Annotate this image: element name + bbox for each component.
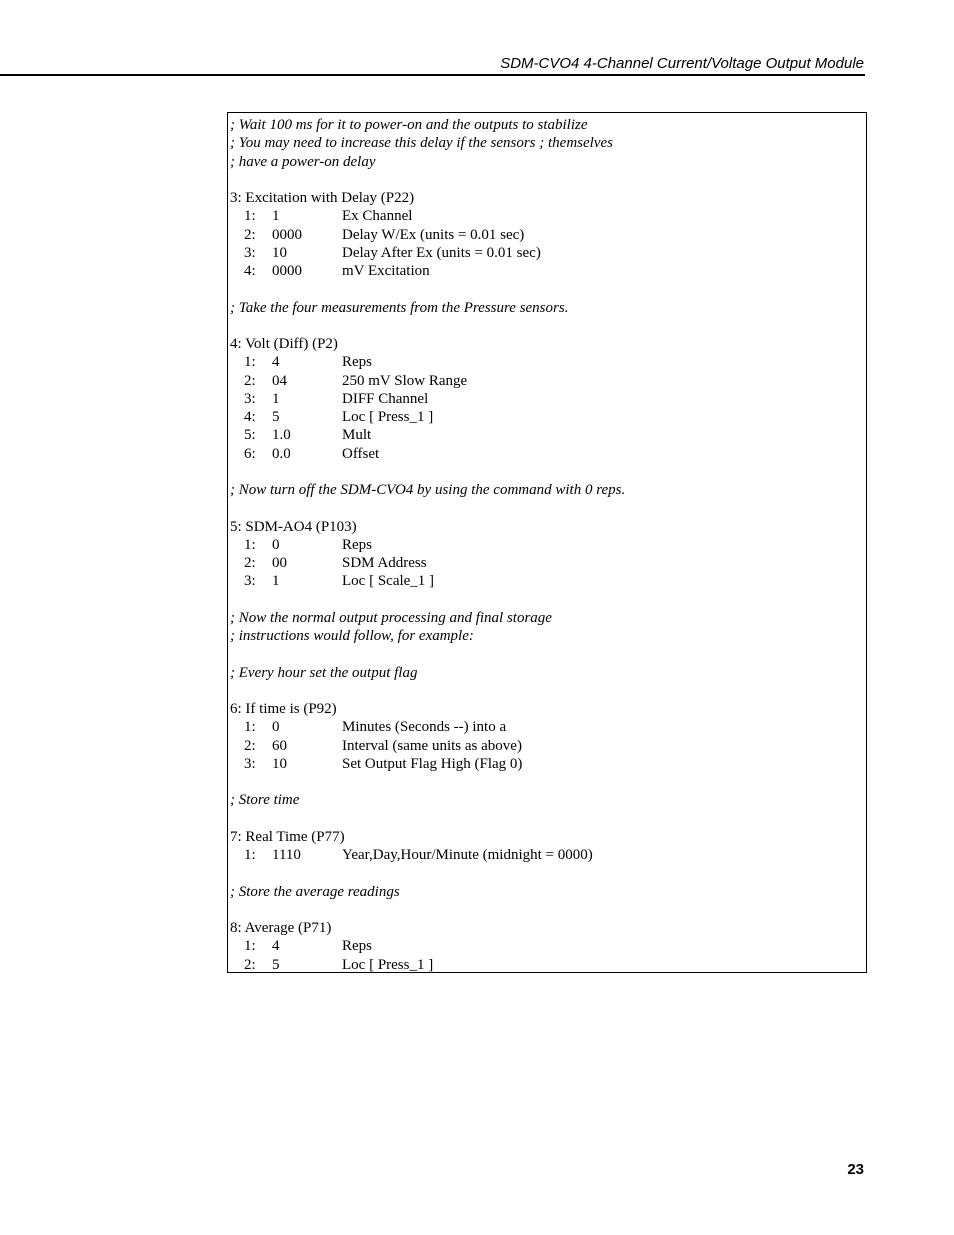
comment-line: ; Take the four measurements from the Pressure sensors. xyxy=(230,299,569,316)
blank-line xyxy=(230,463,866,481)
parameter-description: Reps xyxy=(342,536,372,553)
parameter-description: SDM Address xyxy=(342,555,427,571)
blank-line xyxy=(230,901,866,919)
blank-line xyxy=(230,773,866,791)
comment-line: ; have a power-on delay xyxy=(230,153,376,170)
parameter-line xyxy=(230,372,866,390)
parameter-description: Ex Channel xyxy=(342,208,413,225)
parameter-number: 2: xyxy=(244,737,256,754)
parameter-number: 2: xyxy=(244,226,256,243)
parameter-line xyxy=(230,445,866,463)
parameter-number: 3: xyxy=(244,755,256,772)
parameter-line xyxy=(230,353,866,371)
program-listing-box xyxy=(227,112,867,973)
parameter-value: 5 xyxy=(272,409,280,425)
parameter-number: 1: xyxy=(244,938,256,955)
parameter-description: Reps xyxy=(342,938,372,955)
parameter-value: 1110 xyxy=(272,847,301,863)
parameter-description: mV Excitation xyxy=(342,263,430,279)
blank-line xyxy=(230,317,866,335)
comment-line: ; You may need to increase this delay if the sensors ; themselves xyxy=(230,135,613,152)
parameter-number: 3: xyxy=(244,244,256,261)
comment-line: ; Store the average readings xyxy=(230,883,400,900)
parameter-number: 1: xyxy=(244,719,256,736)
blank-line xyxy=(230,864,866,882)
parameter-number: 3: xyxy=(244,390,256,407)
parameter-description: Minutes (Seconds --) into a xyxy=(342,719,507,736)
parameter-description: Loc [ Press_1 ] xyxy=(342,956,434,973)
parameter-value: 0 xyxy=(272,719,280,736)
instruction-line: 6: If time is (P92) xyxy=(230,701,337,717)
parameter-value: 1 xyxy=(272,390,280,407)
parameter-value: 10 xyxy=(272,244,287,261)
parameter-number: 1: xyxy=(244,847,256,863)
comment-line: ; Now the normal output processing and final storage xyxy=(230,609,552,626)
parameter-number: 1: xyxy=(244,536,256,553)
instruction-line: 8: Average (P71) xyxy=(230,920,332,936)
blank-line xyxy=(230,591,866,609)
parameter-description: 250 mV Slow Range xyxy=(342,372,468,389)
blank-line xyxy=(230,810,866,828)
parameter-description: Loc [ Scale_1 ] xyxy=(342,573,435,590)
comment-line: ; Store time xyxy=(230,792,300,809)
parameter-line xyxy=(230,390,866,408)
blank-line xyxy=(230,280,866,298)
parameter-line xyxy=(230,207,866,225)
parameter-description: Interval (same units as above) xyxy=(342,737,522,754)
parameter-line xyxy=(230,536,866,554)
parameter-description: Mult xyxy=(342,427,372,444)
parameter-value: 5 xyxy=(272,956,280,973)
parameter-description: Delay W/Ex (units = 0.01 sec) xyxy=(342,226,525,243)
blank-line xyxy=(230,682,866,700)
parameter-value: 04 xyxy=(272,372,287,389)
parameter-number: 5: xyxy=(244,427,256,444)
parameter-value: 1 xyxy=(272,208,280,225)
parameter-value: 0 xyxy=(272,536,280,553)
instruction-line: 3: Excitation with Delay (P22) xyxy=(230,190,415,206)
comment-line: ; Now turn off the SDM-CVO4 by using the command with 0 reps. xyxy=(230,482,626,498)
instruction-line: 7: Real Time (P77) xyxy=(230,828,345,845)
parameter-line xyxy=(230,262,866,280)
parameter-number: 6: xyxy=(244,445,256,462)
parameter-value: 00 xyxy=(272,555,287,571)
parameter-number: 1: xyxy=(244,208,256,225)
parameter-line xyxy=(230,408,866,426)
parameter-line xyxy=(230,718,866,736)
parameter-description: Year,Day,Hour/Minute (midnight = 0000) xyxy=(342,847,593,863)
parameter-line xyxy=(230,937,866,955)
header-rule xyxy=(0,74,865,76)
parameter-value: 1 xyxy=(272,573,280,590)
parameter-description: Loc [ Press_1 ] xyxy=(342,409,434,425)
instruction-line: 4: Volt (Diff) (P2) xyxy=(230,336,338,352)
parameter-description: Reps xyxy=(342,354,372,371)
parameter-number: 4: xyxy=(244,263,256,279)
parameter-number: 1: xyxy=(244,354,256,371)
parameter-line xyxy=(230,846,866,864)
blank-line xyxy=(230,499,866,517)
blank-line xyxy=(230,171,866,189)
parameter-line xyxy=(230,956,866,974)
comment-line: ; Every hour set the output flag xyxy=(230,664,418,681)
parameter-line xyxy=(230,554,866,572)
parameter-description: DIFF Channel xyxy=(342,390,429,407)
parameter-line xyxy=(230,426,866,444)
parameter-value: 10 xyxy=(272,755,287,772)
parameter-value: 1.0 xyxy=(272,427,291,444)
parameter-number: 2: xyxy=(244,372,256,389)
comment-line: ; Wait 100 ms for it to power-on and the outputs to stabilize xyxy=(230,117,588,133)
parameter-value: 60 xyxy=(272,737,287,754)
page-number: 23 xyxy=(847,1161,864,1178)
running-header-title: SDM-CVO4 4-Channel Current/Voltage Output Module xyxy=(500,55,864,72)
parameter-value: 4 xyxy=(272,938,280,955)
parameter-line xyxy=(230,737,866,755)
instruction-line: 5: SDM-AO4 (P103) xyxy=(230,518,357,535)
parameter-description: Set Output Flag High (Flag 0) xyxy=(342,755,523,772)
parameter-description: Offset xyxy=(342,445,380,462)
parameter-value: 0.0 xyxy=(272,445,291,462)
parameter-number: 2: xyxy=(244,555,256,571)
parameter-line xyxy=(230,226,866,244)
parameter-number: 4: xyxy=(244,409,256,425)
parameter-value: 4 xyxy=(272,354,280,371)
parameter-line xyxy=(230,244,866,262)
parameter-value: 0000 xyxy=(272,263,302,279)
parameter-number: 3: xyxy=(244,573,256,590)
parameter-description: Delay After Ex (units = 0.01 sec) xyxy=(342,244,541,261)
parameter-line xyxy=(230,572,866,590)
parameter-line xyxy=(230,755,866,773)
comment-line: ; instructions would follow, for example: xyxy=(230,628,474,644)
parameter-value: 0000 xyxy=(272,226,302,243)
blank-line xyxy=(230,645,866,663)
parameter-number: 2: xyxy=(244,956,256,973)
